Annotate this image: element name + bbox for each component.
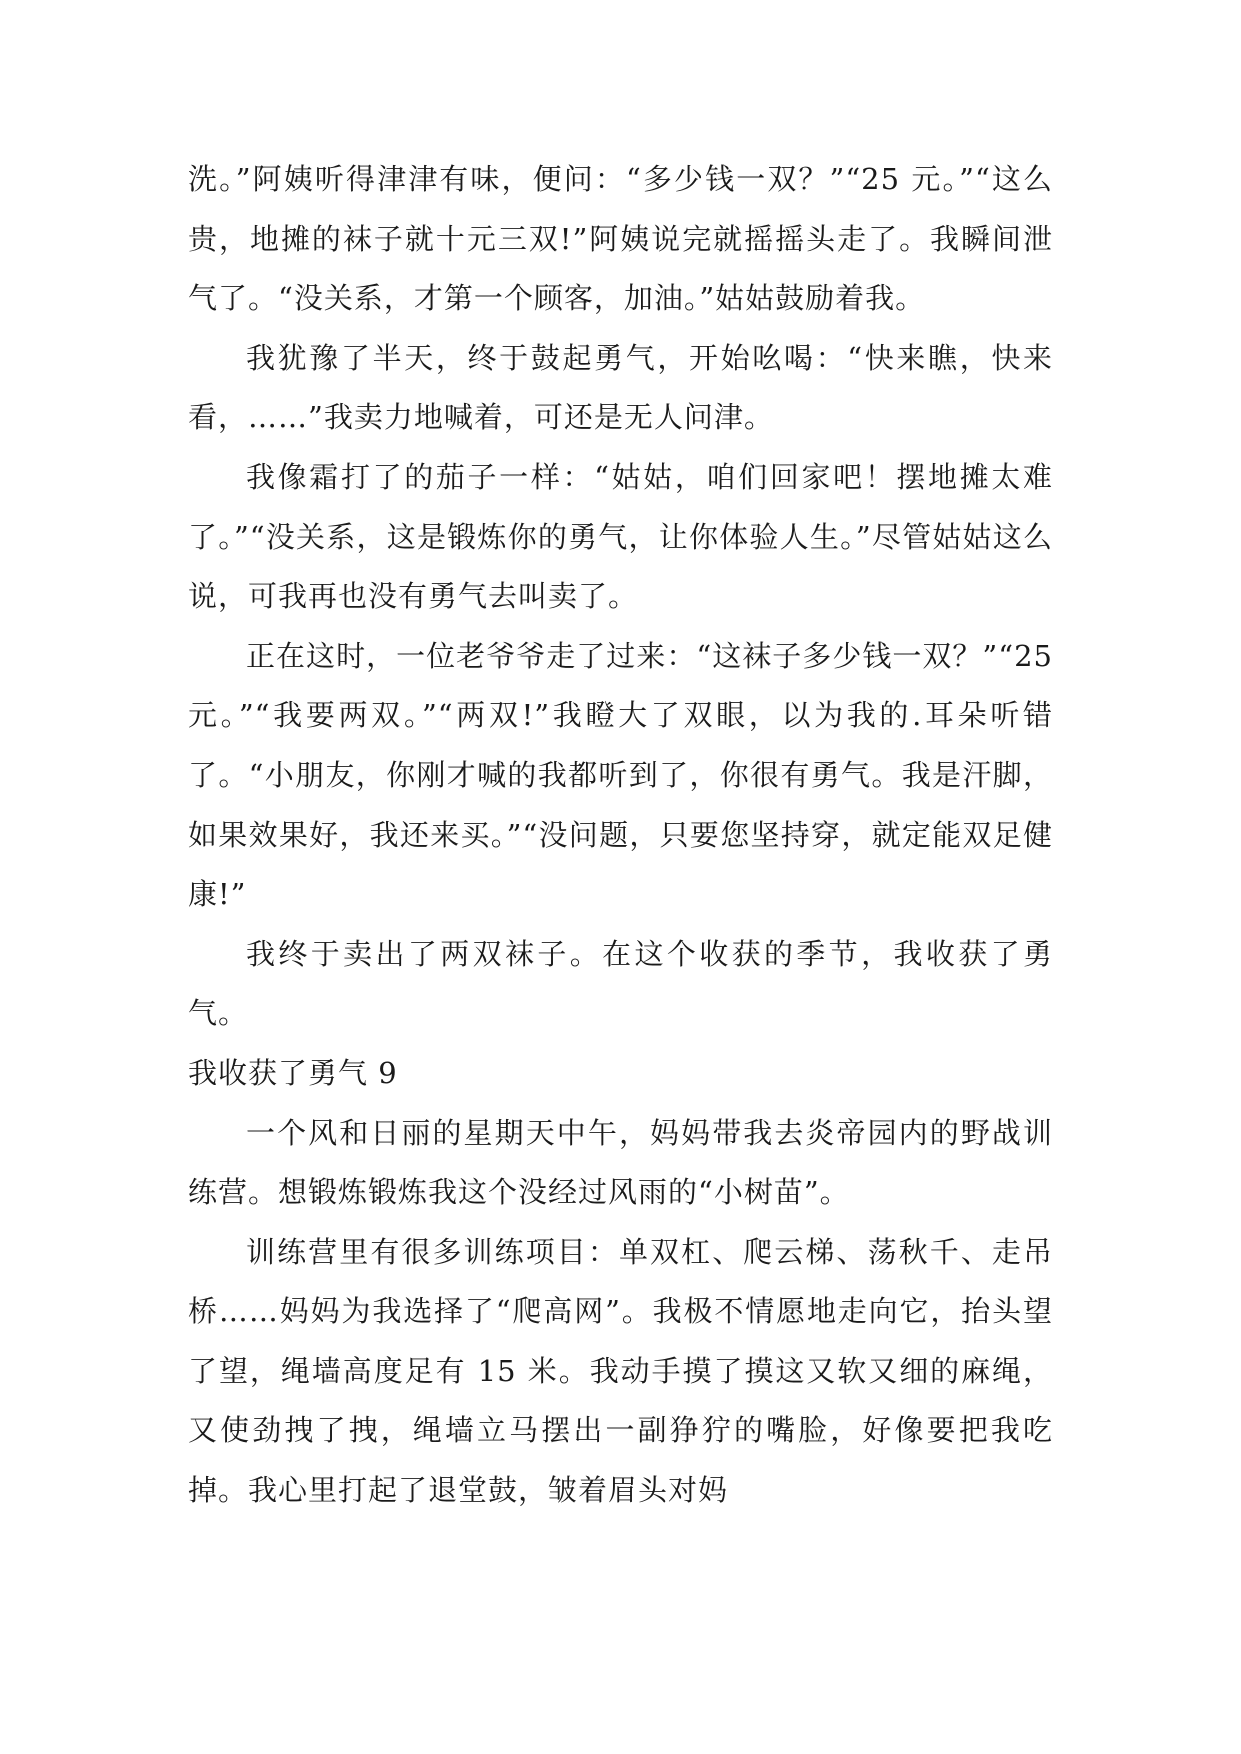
paragraph: 洗。”阿姨听得津津有味，便问：“多少钱一双？”“25 元。”“这么贵，地摊的袜子就十元三双!”阿姨说完就摇摇头走了。我瞬间泄气了。“没关系，才第一个顾客，加油。”姑姑鼓励着我。	[188, 162, 1053, 316]
document-page	[188, 150, 1053, 1521]
paragraph: 一个风和日丽的星期天中午，妈妈带我去炎帝园内的野战训练营。想锻炼锻炼我这个没经过风雨的“小树苗”。	[188, 1115, 1053, 1210]
paragraph: 我终于卖出了两双袜子。在这个收获的季节，我收获了勇气。	[188, 936, 1053, 1031]
paragraph: 训练营里有很多训练项目：单双杠、爬云梯、荡秋千、走吊桥……妈妈为我选择了“爬高网”。我极不情愿地走向它，抬头望了望，绳墙高度足有 15 米。我动手摸了摸这又软又细的麻绳，又使劲拽了拽，绳墙立马摆出一副狰狞的嘴脸，好像要把我吃掉。我心里打起了退堂鼓，皱着眉头对妈	[188, 1234, 1053, 1508]
paragraph: 我像霜打了的茄子一样：“姑姑，咱们回家吧！摆地摊太难了。”“没关系，这是锻炼你的勇气，让你体验人生。”尽管姑姑这么说，可我再也没有勇气去叫卖了。	[188, 459, 1053, 614]
section-heading: 我收获了勇气 9	[188, 1055, 398, 1090]
paragraph: 我犹豫了半天，终于鼓起勇气，开始吆喝：“快来瞧，快来看，……”我卖力地喊着，可还是无人问津。	[188, 340, 1053, 435]
paragraph: 正在这时，一位老爷爷走了过来：“这袜子多少钱一双？”“25 元。”“我要两双。”“两双!”我瞪大了双眼，以为我的.耳朵听错了。“小朋友，你刚才喊的我都听到了，你很有勇气。我是汗脚，如果效果好，我还来买。”“没问题，只要您坚持穿，就定能双足健康!”	[188, 638, 1053, 912]
